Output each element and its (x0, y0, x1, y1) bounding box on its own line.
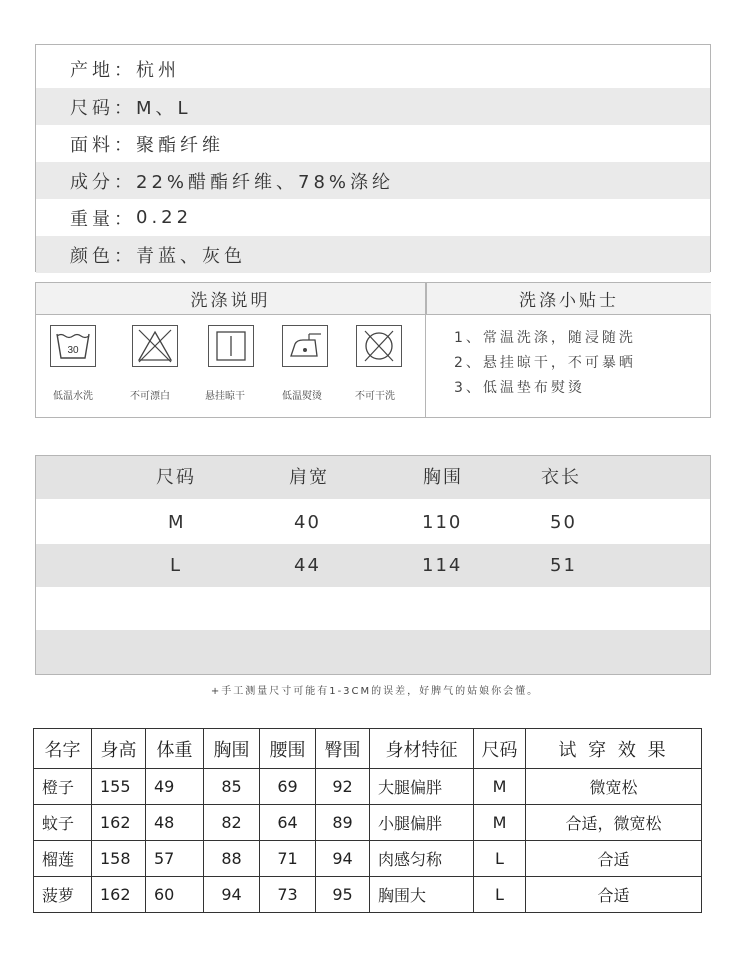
size-cell: L (170, 555, 183, 576)
hang-dry-icon (208, 325, 254, 367)
size-header-row (36, 456, 710, 499)
fit-header-cell: 尺码 (474, 729, 526, 769)
size-header-cell: 胸围 (423, 467, 463, 488)
fit-cell: L (474, 877, 526, 913)
fit-cell: 蚊子 (34, 805, 92, 841)
fit-row (34, 769, 702, 805)
size-cell: 50 (550, 512, 577, 533)
size-row (36, 544, 710, 587)
size-header-cell: 肩宽 (289, 467, 329, 488)
spec-value: 青蓝、灰色 (136, 245, 246, 267)
size-cell: M (168, 512, 186, 533)
fit-header-cell: 胸围 (204, 729, 260, 769)
spec-label: 产地： (70, 59, 136, 81)
fit-cell: 85 (204, 769, 260, 805)
wash-temp-label: 30 (67, 345, 79, 356)
fit-cell: 162 (92, 805, 146, 841)
icon-caption: 悬挂晾干 (205, 391, 245, 402)
fit-header-cell: 名字 (34, 729, 92, 769)
size-row-empty (36, 630, 710, 674)
spec-value: 杭州 (136, 59, 180, 81)
spec-row (36, 88, 710, 125)
fit-cell: 大腿偏胖 (370, 769, 474, 805)
fit-cell: L (474, 841, 526, 877)
fit-cell: 橙子 (34, 769, 92, 805)
spec-value: 0.22 (136, 207, 193, 228)
size-row-empty (36, 587, 710, 630)
wash-tip: 2、悬挂晾干，不可暴晒 (454, 355, 636, 371)
spec-row (36, 199, 710, 236)
size-cell: 40 (294, 512, 321, 533)
fit-cell: 合适 (526, 877, 702, 913)
fit-header-cell: 体重 (146, 729, 204, 769)
size-cell: 44 (294, 555, 321, 576)
fit-cell: 155 (92, 769, 146, 805)
size-header-cell: 尺码 (156, 467, 196, 488)
spec-value: M、L (136, 97, 192, 119)
fit-cell: 73 (260, 877, 316, 913)
fit-cell: 162 (92, 877, 146, 913)
spec-label: 尺码： (70, 97, 136, 119)
size-cell: 110 (422, 512, 463, 533)
spec-value: 聚酯纤维 (136, 134, 224, 156)
fit-cell: 肉感匀称 (370, 841, 474, 877)
fit-cell: 94 (204, 877, 260, 913)
wash-tip: 1、常温洗涤，随浸随洗 (454, 330, 636, 346)
spec-row (36, 50, 710, 87)
fit-header-row (34, 729, 702, 769)
fit-cell: 82 (204, 805, 260, 841)
fit-row (34, 877, 702, 913)
icon-caption: 不可干洗 (355, 391, 395, 402)
fit-header-cell: 腰围 (260, 729, 316, 769)
fit-cell: 48 (146, 805, 204, 841)
product-spec-panel (35, 44, 711, 272)
fit-cell: 小腿偏胖 (370, 805, 474, 841)
wash-tips-title: 洗涤小贴士 (426, 283, 711, 315)
washing-instructions-panel (35, 282, 711, 418)
spec-row (36, 236, 710, 273)
fit-cell: 92 (316, 769, 370, 805)
fit-cell: 合适，微宽松 (526, 805, 702, 841)
fit-row (34, 841, 702, 877)
fit-cell: M (474, 805, 526, 841)
icon-caption: 不可漂白 (130, 391, 170, 402)
divider (425, 283, 426, 417)
low-iron-icon (282, 325, 328, 367)
fit-row (34, 805, 702, 841)
fit-header-cell: 身材特征 (370, 729, 474, 769)
fit-cell: 菠萝 (34, 877, 92, 913)
fit-cell: 95 (316, 877, 370, 913)
spec-label: 面料： (70, 134, 136, 156)
fit-cell: 60 (146, 877, 204, 913)
size-row (36, 501, 710, 544)
fit-cell: 94 (316, 841, 370, 877)
spec-row (36, 125, 710, 162)
wash-title: 洗涤说明 (36, 283, 425, 315)
wash-tip: 3、低温垫布熨烫 (454, 380, 585, 396)
size-cell: 51 (550, 555, 577, 576)
size-chart (35, 455, 711, 675)
fit-cell: 49 (146, 769, 204, 805)
size-cell: 114 (422, 555, 463, 576)
fit-cell: 71 (260, 841, 316, 877)
fit-cell: 89 (316, 805, 370, 841)
fitting-table (33, 728, 702, 913)
no-bleach-icon (132, 325, 178, 367)
spec-label: 颜色： (70, 245, 136, 267)
fit-header-cell: 试 穿 效 果 (526, 729, 702, 769)
icon-caption: 低温水洗 (53, 391, 93, 402)
fit-cell: 158 (92, 841, 146, 877)
fit-cell: 合适 (526, 841, 702, 877)
spec-label: 重量： (70, 208, 136, 230)
fit-cell: 57 (146, 841, 204, 877)
spec-value: 22%醋酯纤维、78%涤纶 (136, 171, 395, 193)
size-header-cell: 衣长 (541, 467, 581, 488)
fit-cell: 榴莲 (34, 841, 92, 877)
fit-header-cell: 臀围 (316, 729, 370, 769)
spec-label: 成分： (70, 171, 136, 193)
measurement-note: +手工测量尺寸可能有1-3CM的误差，好脾气的姑娘你会懂。 (210, 686, 540, 697)
fit-cell: 64 (260, 805, 316, 841)
fit-cell: 胸围大 (370, 877, 474, 913)
spec-row (36, 162, 710, 199)
fit-cell: M (474, 769, 526, 805)
fit-header-cell: 身高 (92, 729, 146, 769)
fit-cell: 69 (260, 769, 316, 805)
wash-30-icon (50, 325, 96, 367)
fit-cell: 88 (204, 841, 260, 877)
no-dry-clean-icon (356, 325, 402, 367)
fit-cell: 微宽松 (526, 769, 702, 805)
icon-caption: 低温熨烫 (282, 391, 322, 402)
